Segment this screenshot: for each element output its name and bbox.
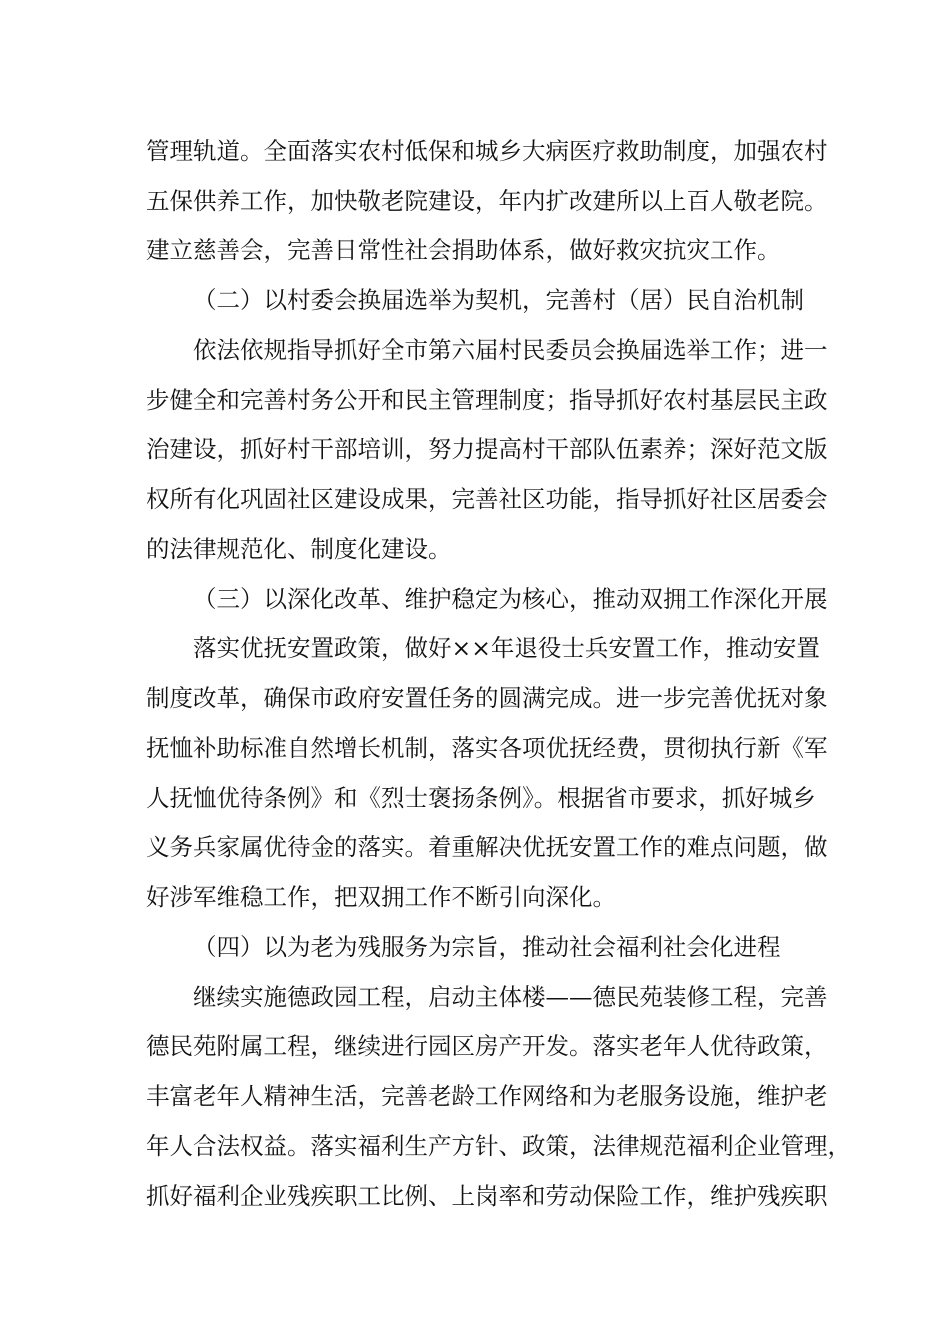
- section-heading: （四）以为老为残服务为宗旨，推动社会福利社会化进程: [193, 933, 781, 961]
- text-line: 人抚恤优待条例》和《烈士褒扬条例》。根据省市要求，抓好城乡: [146, 784, 816, 812]
- text-line: 义务兵家属优待金的落实。着重解决优抚安置工作的难点问题，做: [146, 833, 828, 861]
- text-line: 建立慈善会，完善日常性社会捐助体系，做好救灾抗灾工作。: [146, 236, 781, 264]
- text-line: 年人合法权益。落实福利生产方针、政策，法律规范福利企业管理，: [146, 1132, 851, 1160]
- text-line: 德民苑附属工程，继续进行园区房产开发。落实老年人优待政策，: [146, 1032, 828, 1060]
- text-line: 的法律规范化、制度化建设。: [146, 535, 452, 563]
- text-line: 管理轨道。全面落实农村低保和城乡大病医疗救助制度，加强农村: [146, 137, 828, 165]
- section-heading: （二）以村委会换届选举为契机，完善村（居）民自治机制: [193, 286, 804, 314]
- text-line: 好涉军维稳工作，把双拥工作不断引向深化。: [146, 883, 616, 911]
- text-line: 丰富老年人精神生活，完善老龄工作网络和为老服务设施，维护老: [146, 1082, 828, 1110]
- text-line: 继续实施德政园工程，启动主体楼——德民苑装修工程，完善: [193, 983, 828, 1011]
- text-line: 依法依规指导抓好全市第六届村民委员会换届选举工作；进一: [193, 336, 828, 364]
- text-line: 抚恤补助标准自然增长机制，落实各项优抚经费，贯彻执行新《军: [146, 734, 828, 762]
- text-line: 五保供养工作，加快敬老院建设，年内扩改建所以上百人敬老院。: [146, 187, 828, 215]
- text-line: 抓好福利企业残疾职工比例、上岗率和劳动保险工作，维护残疾职: [146, 1182, 828, 1210]
- text-line: 制度改革，确保市政府安置任务的圆满完成。进一步完善优抚对象: [146, 684, 828, 712]
- text-line: 落实优抚安置政策，做好××年退役士兵安置工作，推动安置: [193, 634, 820, 662]
- section-heading: （三）以深化改革、维护稳定为核心，推动双拥工作深化开展: [193, 585, 828, 613]
- text-line: 权所有化巩固社区建设成果，完善社区功能，指导抓好社区居委会: [146, 485, 828, 513]
- text-line: 治建设，抓好村干部培训，努力提高村干部队伍素养；深好范文版: [146, 435, 828, 463]
- text-line: 步健全和完善村务公开和民主管理制度；指导抓好农村基层民主政: [146, 386, 828, 414]
